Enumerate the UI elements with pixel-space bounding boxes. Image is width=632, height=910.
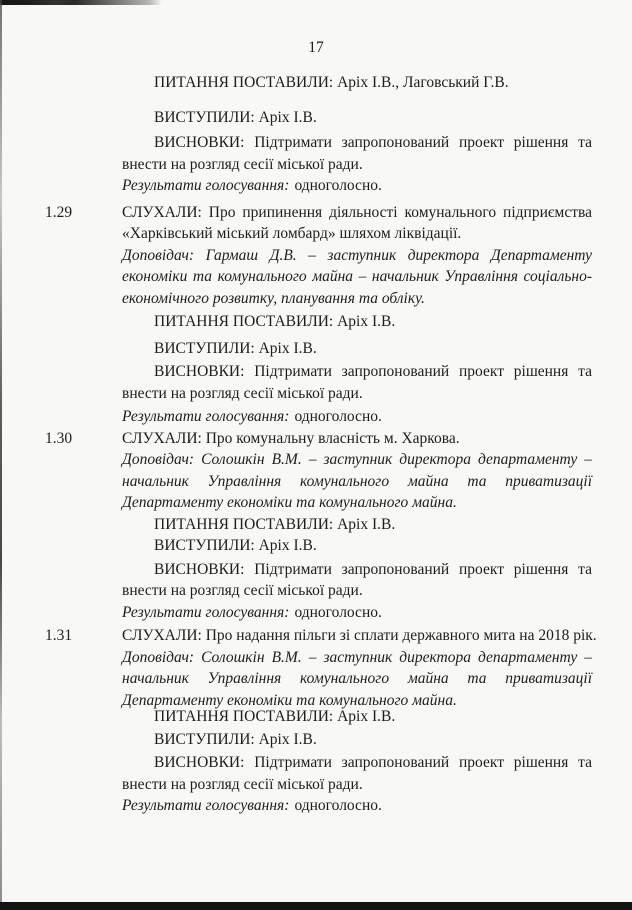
- vote-result-value: одноголосно.: [294, 177, 382, 194]
- questions-line: ПИТАННЯ ПОСТАВИЛИ: Аріх І.В.: [154, 313, 396, 330]
- vote-result-label: Результати голосування:: [122, 408, 290, 425]
- vote-result-label: Результати голосування:: [122, 603, 290, 621]
- vote-result-value: одноголосно.: [294, 603, 382, 621]
- vote-result-line: [122, 406, 592, 428]
- conclusions-line: ВИСНОВКИ: Підтримати запропонований проект рішення та: [154, 134, 592, 151]
- conclusions-paragraph: [122, 361, 592, 404]
- speaker-line: Доповідач: Гармаш Д.В. – заступник директора Департаменту: [122, 246, 592, 264]
- spoke-line: ВИСТУПИЛИ: Аріх І.В.: [154, 537, 317, 554]
- speaker-line: Доповідач: Солошкін В.М. – заступник директора департаменту –: [122, 451, 592, 468]
- speaker-paragraph: [122, 449, 592, 514]
- vote-result-line: [122, 175, 592, 197]
- vote-result-line: [122, 795, 592, 817]
- conclusions-line: ВИСНОВКИ: Підтримати запропонований проект рішення та: [154, 363, 592, 380]
- spoke-line: ВИСТУПИЛИ: Аріх І.В.: [154, 108, 317, 126]
- conclusions-line: ВИСНОВКИ: Підтримати запропонований проект рішення та: [154, 754, 592, 771]
- heard-line: «Харківський міський ломбард» шляхом ліквідації.: [122, 225, 462, 242]
- conclusions-paragraph: [122, 132, 592, 175]
- vote-result-value: одноголосно.: [294, 797, 382, 814]
- speaker-line: начальник Управління комунального майна та приватизації: [122, 670, 592, 687]
- scan-artifact-bottom-band: [0, 902, 632, 910]
- conclusions-line: внести на розгляд сесії міської ради.: [122, 384, 363, 402]
- vote-result-value: одноголосно.: [294, 408, 382, 425]
- vote-result-label: Результати голосування:: [122, 797, 290, 814]
- document-body: [45, 72, 597, 817]
- vote-result-line: [122, 602, 592, 624]
- section-number: 1.31: [45, 627, 73, 644]
- spoke-line: ВИСТУПИЛИ: Аріх І.В.: [154, 339, 317, 357]
- speaker-line: Департаменту економіки та комунального майна.: [122, 494, 457, 511]
- conclusions-line: ВИСНОВКИ: Підтримати запропонований проект рішення та: [154, 560, 592, 578]
- questions-line: ПИТАННЯ ПОСТАВИЛИ: Аріх І.В.: [154, 708, 396, 725]
- speaker-line: Департаменту економіки та комунального майна.: [122, 691, 457, 709]
- speaker-line: Доповідач: Солошкін В.М. – заступник директора департаменту –: [122, 648, 592, 666]
- heard-paragraph: [45, 428, 592, 450]
- speaker-line: начальник Управління комунального майна та приватизації: [122, 472, 592, 490]
- conclusions-line: внести на розгляд сесії міської ради.: [122, 775, 363, 793]
- conclusions-paragraph: [122, 559, 592, 602]
- speaker-paragraph: [122, 245, 592, 310]
- spoke-line: ВИСТУПИЛИ: Аріх І.В.: [154, 730, 317, 748]
- section-number: 1.30: [45, 429, 73, 447]
- heard-paragraph: [45, 202, 592, 245]
- page-number: 17: [308, 39, 324, 56]
- vote-result-label: Результати голосування:: [122, 177, 290, 194]
- questions-line: ПИТАННЯ ПОСТАВИЛИ: Аріх І.В.: [154, 515, 396, 533]
- conclusions-line: внести на розгляд сесії міської ради.: [122, 155, 363, 173]
- speaker-line: економічного розвитку, планування та обліку.: [122, 289, 425, 307]
- scan-artifact-left-edge: [0, 0, 2, 903]
- questions-line: ПИТАННЯ ПОСТАВИЛИ: Аріх І.В., Лаговський Г.В.: [154, 74, 509, 91]
- speaker-paragraph: [122, 647, 592, 712]
- conclusions-line: внести на розгляд сесії міської ради.: [122, 582, 363, 599]
- section-number: 1.29: [45, 203, 73, 221]
- speaker-line: економіки та комунального майна – начальник Управління соціально-: [122, 268, 592, 285]
- conclusions-paragraph: [122, 752, 592, 795]
- heard-line: СЛУХАЛИ: Про надання пільги зі сплати державного мита на 2018 рік.: [122, 627, 597, 644]
- heard-line: СЛУХАЛИ: Про комунальну власність м. Харкова.: [122, 429, 460, 447]
- heard-paragraph: [45, 625, 597, 647]
- heard-line: СЛУХАЛИ: Про припинення діяльності комунального підприємства: [122, 203, 592, 221]
- scan-artifact-top-band: [0, 0, 162, 5]
